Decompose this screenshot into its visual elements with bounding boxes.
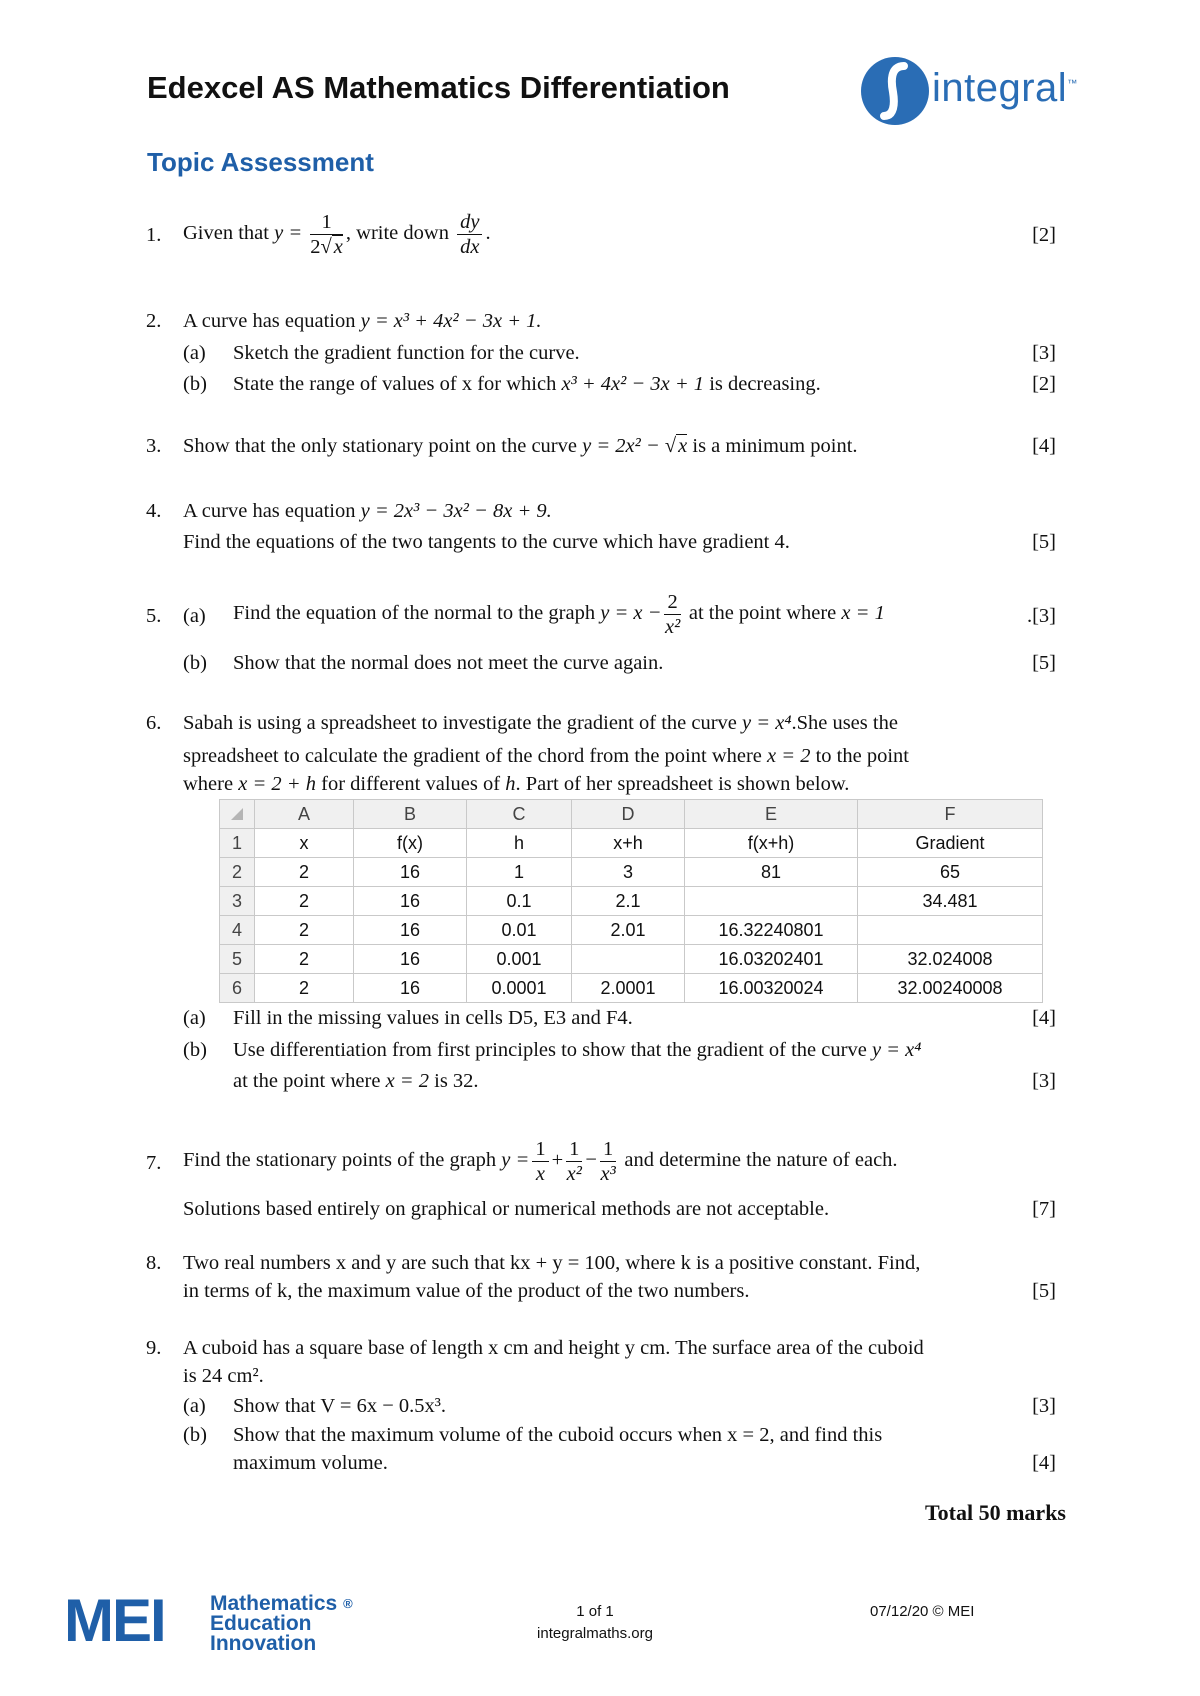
mei-logo: MEI Mathematics ® Education Innovation xyxy=(64,1587,353,1655)
column-header[interactable]: A xyxy=(255,800,354,829)
row-header[interactable]: 3 xyxy=(220,887,255,916)
integral-logo xyxy=(860,52,1100,132)
cell[interactable]: h xyxy=(467,829,572,858)
footer-website: integralmaths.org xyxy=(537,1625,653,1642)
cell[interactable]: 16 xyxy=(354,945,467,974)
cell[interactable]: 3 xyxy=(572,858,685,887)
cell[interactable]: f(x) xyxy=(354,829,467,858)
integral-logo-text: integral™ xyxy=(932,66,1078,110)
column-header[interactable]: D xyxy=(572,800,685,829)
spreadsheet xyxy=(219,799,1043,1003)
cell[interactable]: 16 xyxy=(354,916,467,945)
column-header[interactable]: F xyxy=(858,800,1043,829)
section-heading: Topic Assessment xyxy=(147,147,374,177)
cell[interactable]: 2.1 xyxy=(572,887,685,916)
cell[interactable] xyxy=(858,916,1043,945)
cell[interactable]: x+h xyxy=(572,829,685,858)
cell[interactable]: 2 xyxy=(255,974,354,1003)
cell[interactable]: 2.0001 xyxy=(572,974,685,1003)
cell[interactable] xyxy=(685,887,858,916)
spreadsheet-row xyxy=(220,916,1043,945)
page-title: Edexcel AS Mathematics Differentiation xyxy=(147,70,730,105)
column-header[interactable]: C xyxy=(467,800,572,829)
total-marks: Total 50 marks xyxy=(925,1500,1066,1525)
spreadsheet-column-headers xyxy=(220,800,1043,829)
spreadsheet-row xyxy=(220,887,1043,916)
cell[interactable]: f(x+h) xyxy=(685,829,858,858)
column-header[interactable]: E xyxy=(685,800,858,829)
cell[interactable]: 2 xyxy=(255,858,354,887)
cell[interactable]: 65 xyxy=(858,858,1043,887)
cell[interactable]: 0.0001 xyxy=(467,974,572,1003)
cell[interactable]: 2 xyxy=(255,887,354,916)
cell[interactable]: 16 xyxy=(354,974,467,1003)
question-1-marks: [2] xyxy=(1032,224,1056,246)
row-header[interactable]: 4 xyxy=(220,916,255,945)
spreadsheet-row xyxy=(220,829,1043,858)
footer-date-copyright: 07/12/20 © MEI xyxy=(870,1603,975,1620)
cell[interactable]: 2 xyxy=(255,916,354,945)
cell[interactable]: 2 xyxy=(255,945,354,974)
cell[interactable]: 1 xyxy=(467,858,572,887)
cell[interactable]: 34.481 xyxy=(858,887,1043,916)
cell[interactable]: 16.00320024 xyxy=(685,974,858,1003)
select-all-corner[interactable] xyxy=(220,800,255,829)
cell[interactable]: 16.32240801 xyxy=(685,916,858,945)
spreadsheet-row xyxy=(220,945,1043,974)
cell[interactable]: 81 xyxy=(685,858,858,887)
cell[interactable]: Gradient xyxy=(858,829,1043,858)
integral-logo-icon xyxy=(860,52,930,130)
spreadsheet-row xyxy=(220,858,1043,887)
cell[interactable]: 0.01 xyxy=(467,916,572,945)
cell[interactable]: 0.1 xyxy=(467,887,572,916)
row-header[interactable]: 1 xyxy=(220,829,255,858)
row-header[interactable]: 6 xyxy=(220,974,255,1003)
cell[interactable]: 2.01 xyxy=(572,916,685,945)
row-header[interactable]: 5 xyxy=(220,945,255,974)
row-header[interactable]: 2 xyxy=(220,858,255,887)
cell[interactable]: 16.03202401 xyxy=(685,945,858,974)
cell[interactable]: 32.024008 xyxy=(858,945,1043,974)
cell[interactable] xyxy=(572,945,685,974)
page-number: 1 of 1 xyxy=(576,1603,614,1620)
cell[interactable]: 16 xyxy=(354,858,467,887)
cell[interactable]: x xyxy=(255,829,354,858)
column-header[interactable]: B xyxy=(354,800,467,829)
cell[interactable]: 32.00240008 xyxy=(858,974,1043,1003)
cell[interactable]: 16 xyxy=(354,887,467,916)
spreadsheet-row xyxy=(220,974,1043,1003)
cell[interactable]: 0.001 xyxy=(467,945,572,974)
